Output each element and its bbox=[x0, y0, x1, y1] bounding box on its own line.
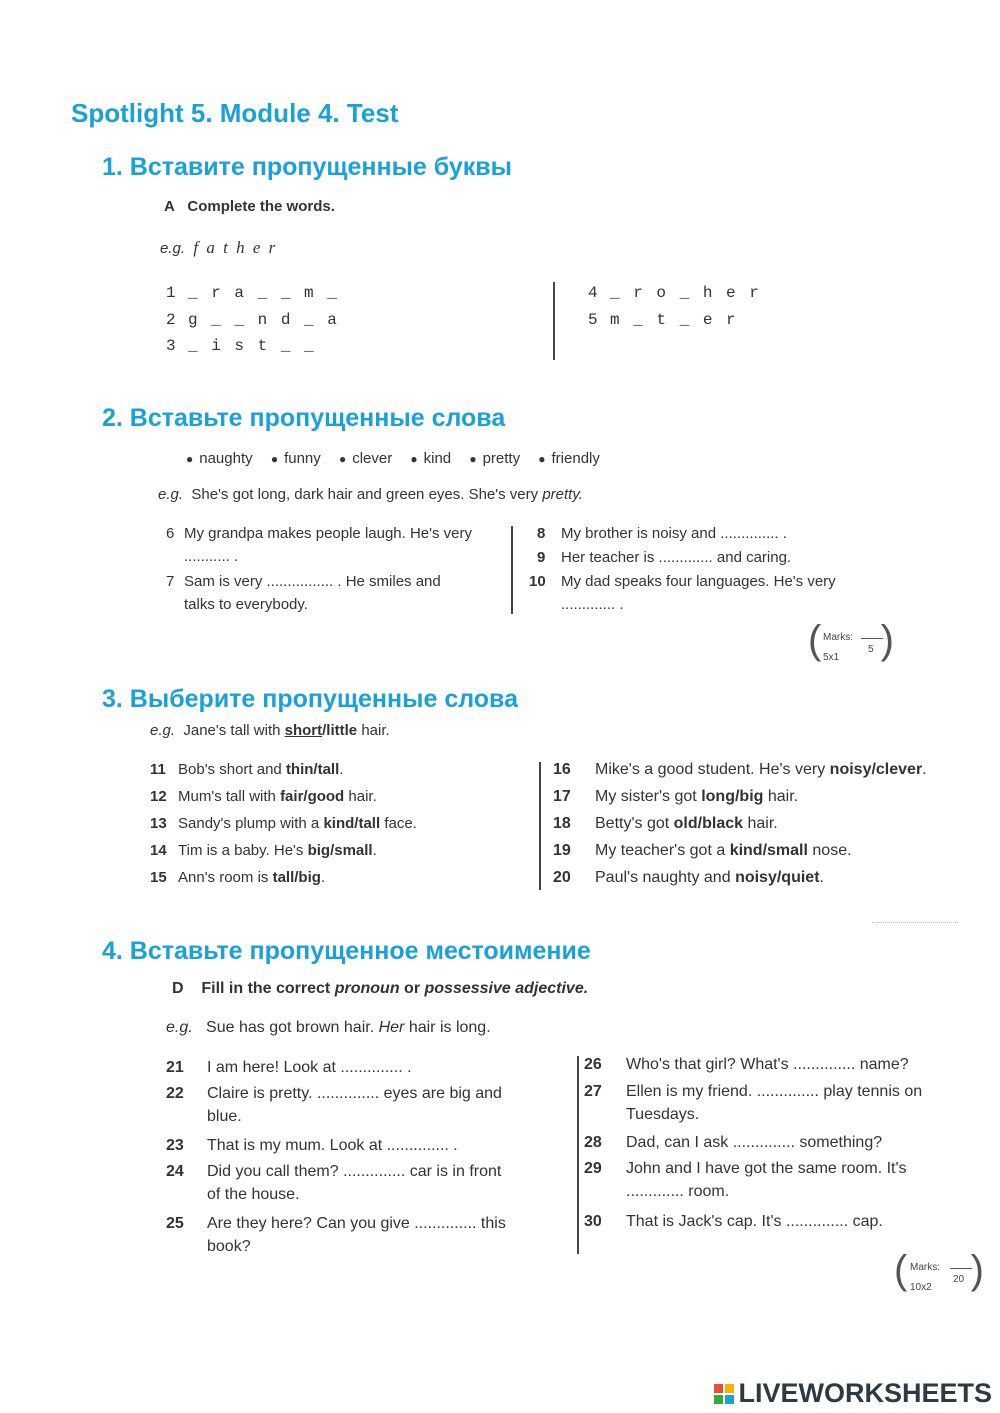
section4-item-30: 30 That is Jack's cap. It's .............. cap. bbox=[584, 1213, 883, 1230]
section1-task bbox=[164, 198, 335, 215]
logo-text: LIVEWORKSHEETS bbox=[738, 1378, 992, 1408]
option-item: ● pretty bbox=[469, 450, 521, 467]
section1-item-3: 3 _ i s t _ _ bbox=[166, 337, 316, 355]
item-text: m _ t _ e r bbox=[610, 311, 738, 329]
section3-item-18: 18 Betty's got old/black hair. bbox=[553, 815, 778, 832]
logo-mark-icon bbox=[714, 1384, 734, 1404]
section4-item-26: 26 Who's that girl? What's .............. name? bbox=[584, 1056, 909, 1073]
section3-item-13: 13 Sandy's plump with a kind/tall face. bbox=[150, 815, 417, 832]
section4-task: D Fill in the correct pronoun or possessive adjective. bbox=[172, 980, 589, 997]
item-text: _ i s t _ _ bbox=[188, 337, 316, 355]
section4-item-24: 24 Did you call them? .............. car is in front of the house. bbox=[166, 1163, 502, 1203]
liveworksheets-logo[interactable] bbox=[714, 1378, 992, 1409]
section4-item-27: 27 Ellen is my friend. .............. play tennis on Tuesdays. bbox=[584, 1083, 923, 1123]
section4-item-28: 28 Dad, can I ask .............. something? bbox=[584, 1134, 883, 1151]
section1-heading: 1. Вставите пропущенные буквы bbox=[102, 153, 513, 181]
section1-item-1: 1 _ r a _ _ m _ bbox=[166, 284, 339, 302]
section2-item-8: 8 My brother is noisy and .............. . bbox=[537, 525, 787, 542]
section3-item-16: 16 Mike's a good student. He's very noisy/clever. bbox=[553, 761, 927, 778]
section1-task-label: A bbox=[164, 198, 175, 215]
section3-item-11: 11 Bob's short and thin/tall. bbox=[150, 761, 344, 778]
section3-item-15: 15 Ann's room is tall/big. bbox=[150, 869, 326, 886]
section1-example bbox=[160, 238, 277, 258]
section1-item-4: 4 _ r o _ h e r bbox=[588, 284, 761, 302]
column-divider bbox=[553, 282, 555, 360]
section3-item-17: 17 My sister's got long/big hair. bbox=[553, 788, 799, 805]
section3-example: e.g. Jane's tall with short/little hair. bbox=[150, 722, 390, 739]
option-item: ● naughty bbox=[186, 450, 253, 467]
example-prefix: e.g. bbox=[160, 240, 186, 257]
option-item: ● friendly bbox=[538, 450, 600, 467]
section2-item-10: 10 My dad speaks four languages. He's very ............. . bbox=[529, 573, 836, 613]
page-title: Spotlight 5. Module 4. Test bbox=[71, 98, 399, 128]
column-divider bbox=[577, 1056, 579, 1254]
section3-heading: 3. Выберите пропущенные слова bbox=[102, 685, 518, 713]
column-divider bbox=[539, 762, 541, 890]
section4-item-22: 22 Claire is pretty. .............. eyes are big and blue. bbox=[166, 1085, 502, 1125]
item-text: _ r a _ _ m _ bbox=[188, 284, 339, 302]
section3-item-14: 14 Tim is a baby. He's big/small. bbox=[150, 842, 377, 859]
item-text: _ r o _ h e r bbox=[610, 284, 761, 302]
section4-item-21: 21 I am here! Look at .............. . bbox=[166, 1059, 412, 1076]
item-text: g _ _ n d _ a bbox=[188, 311, 339, 329]
section4-heading: 4. Вставьте пропущенное местоимение bbox=[102, 937, 591, 965]
section2-heading: 2. Вставьте пропущенные слова bbox=[102, 404, 506, 432]
section4-item-25: 25 Are they here? Can you give .............. this book? bbox=[166, 1215, 506, 1255]
section3-item-20: 20 Paul's naughty and noisy/quiet. bbox=[553, 869, 824, 886]
marks-box: ( ) Marks: 20 10x2 bbox=[894, 1248, 984, 1293]
section1-item-2: 2 g _ _ n d _ a bbox=[166, 311, 339, 329]
section4-item-29: 29 John and I have got the same room. It's ............. room. bbox=[584, 1160, 907, 1200]
section3-item-12: 12 Mum's tall with fair/good hair. bbox=[150, 788, 377, 805]
option-item: ● kind bbox=[410, 450, 452, 467]
marks-box: ( ) Marks: 5 5x1 bbox=[808, 618, 894, 663]
column-divider bbox=[511, 526, 513, 614]
section4-example: e.g. Sue has got brown hair. Her hair is long. bbox=[166, 1019, 491, 1036]
scan-artifact bbox=[872, 922, 958, 923]
word-options bbox=[186, 450, 614, 467]
example-word: f a t h e r bbox=[193, 238, 278, 257]
section2-item-7: 7 Sam is very ................ . He smiles and talks to everybody. bbox=[166, 573, 441, 613]
option-item: ● funny bbox=[270, 450, 321, 467]
section2-example: e.g. She's got long, dark hair and green eyes. She's very pretty. bbox=[158, 486, 583, 503]
section2-item-6: 6 My grandpa makes people laugh. He's very ........... . bbox=[166, 525, 473, 565]
section3-item-19: 19 My teacher's got a kind/small nose. bbox=[553, 842, 852, 859]
section1-item-5: 5 m _ t _ e r bbox=[588, 311, 738, 329]
option-item: ● clever bbox=[338, 450, 393, 467]
section1-task-text: Complete the words. bbox=[187, 198, 335, 215]
section2-item-9: 9 Her teacher is ............. and caring. bbox=[537, 549, 792, 566]
section4-item-23: 23 That is my mum. Look at .............. . bbox=[166, 1137, 458, 1154]
